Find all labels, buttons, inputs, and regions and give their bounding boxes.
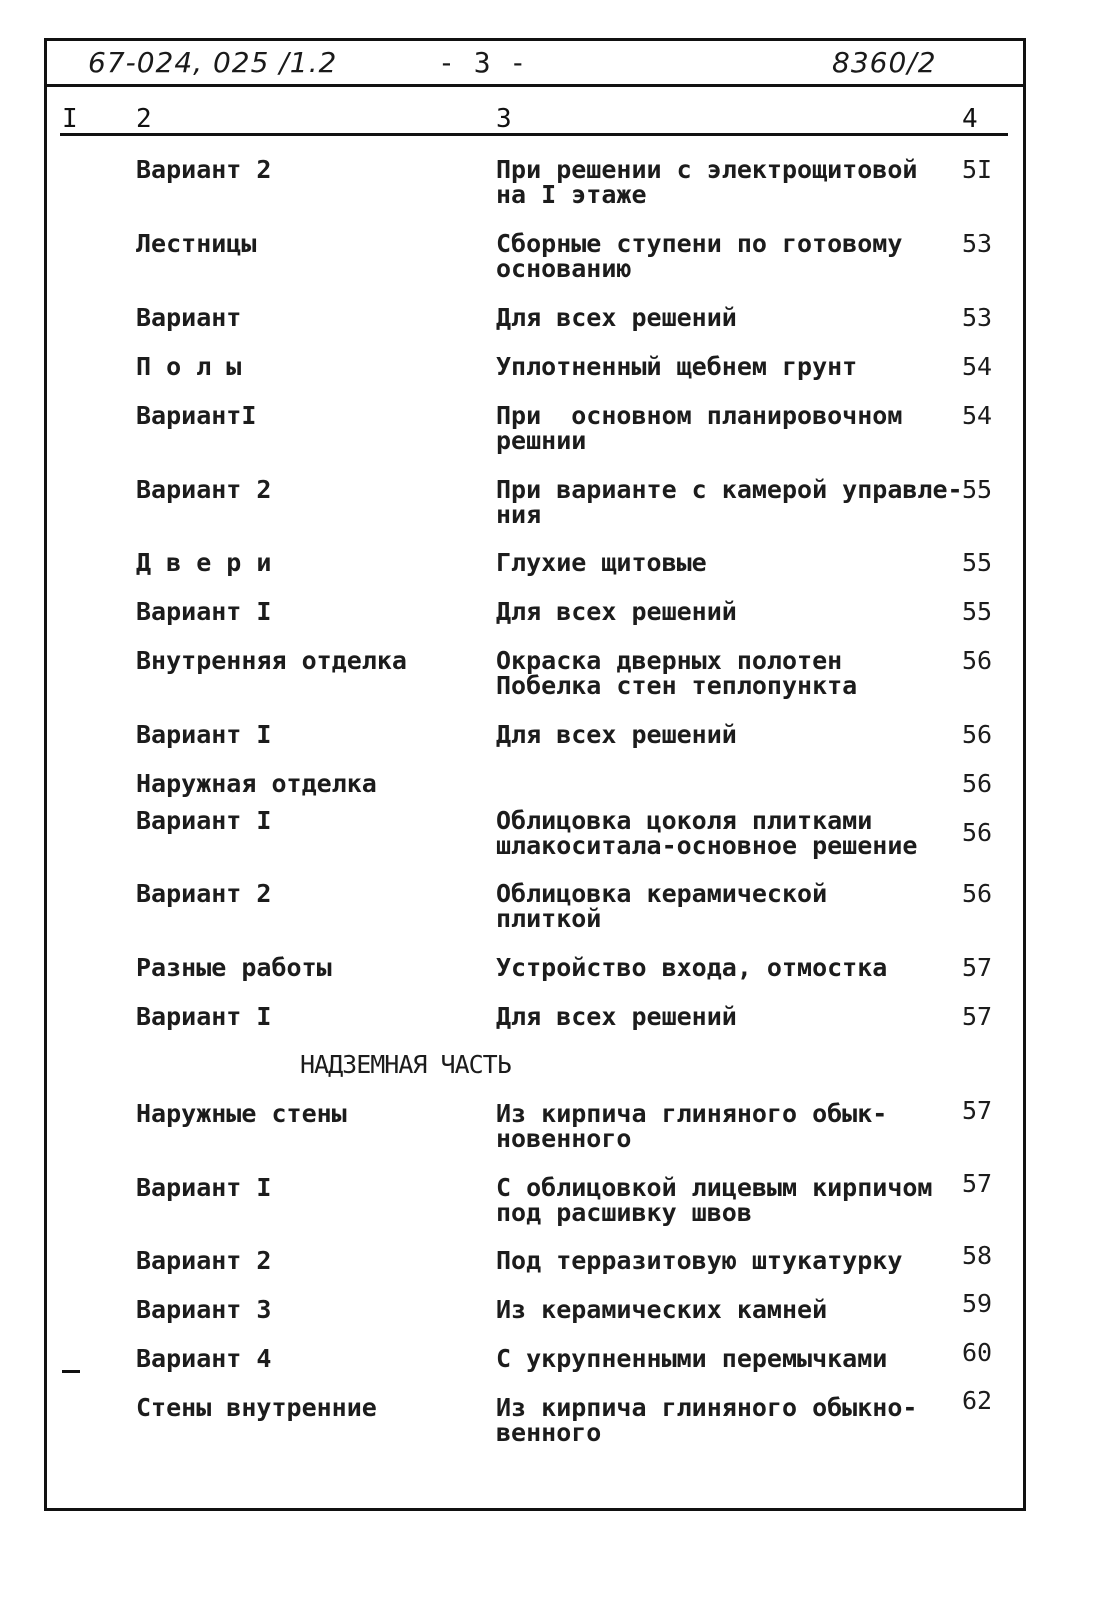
row-desc: Глухие щитовые — [496, 548, 707, 577]
row-page: 53 — [962, 303, 993, 332]
row-desc: Для всех решений — [496, 720, 737, 749]
row-desc: Сборные ступени по готовому — [496, 229, 903, 258]
row-name: Вариант 2 — [136, 879, 272, 908]
row-desc: Облицовка цоколя плитками — [496, 806, 873, 835]
column-number-1: I — [62, 104, 78, 134]
row-page: 54 — [962, 352, 993, 381]
row-desc: При решении с электрощитовой — [496, 155, 918, 184]
row-page: 54 — [962, 401, 993, 430]
row-page: 53 — [962, 229, 993, 258]
row-name: Вариант 3 — [136, 1295, 272, 1324]
row-page: 57 — [962, 1096, 993, 1125]
row-name: П о л ы — [136, 352, 242, 381]
row-desc: Облицовка керамической — [496, 879, 828, 908]
row-page: 56 — [962, 879, 993, 908]
row-page: 56 — [962, 769, 993, 798]
row-page: 56 — [962, 720, 993, 749]
row-desc: Из кирпича глиняного обыкно- — [496, 1393, 918, 1422]
column-number-4: 4 — [962, 104, 978, 134]
section-title: НАДЗЕМНАЯ ЧАСТЬ — [300, 1050, 511, 1079]
row-desc: Устройство входа, отмостка — [496, 953, 888, 982]
column-number-3: 3 — [496, 104, 512, 134]
row-page: 55 — [962, 548, 993, 577]
row-desc: Для всех решений — [496, 303, 737, 332]
row-name: Вариант 4 — [136, 1344, 272, 1373]
row-desc: Уплотненный щебнем грунт — [496, 352, 858, 381]
row-name: Вариант 2 — [136, 155, 272, 184]
row-desc: плиткой — [496, 904, 602, 933]
row-desc: венного — [496, 1418, 602, 1447]
margin-dash — [62, 1370, 80, 1373]
row-page: 58 — [962, 1241, 993, 1270]
row-name: Внутренняя отделка — [136, 646, 407, 675]
row-desc: решнии — [496, 426, 587, 455]
row-desc: Окраска дверных полотен — [496, 646, 843, 675]
header-divider — [44, 84, 1026, 87]
row-desc: Для всех решений — [496, 1002, 737, 1031]
row-name: Вариант 2 — [136, 475, 272, 504]
row-page: 60 — [962, 1338, 993, 1367]
row-name: Вариант — [136, 303, 242, 332]
row-name: Наружная отделка — [136, 769, 377, 798]
row-page: 59 — [962, 1289, 993, 1318]
row-name: Вариант I — [136, 597, 272, 626]
row-name: Вариант I — [136, 1002, 272, 1031]
row-desc: на I этаже — [496, 180, 647, 209]
row-desc: Побелка стен теплопункта — [496, 671, 858, 700]
row-desc: Из кирпича глиняного обык- — [496, 1099, 888, 1128]
row-name: Лестницы — [136, 229, 257, 258]
row-page: 55 — [962, 597, 993, 626]
row-desc: шлакоситала-основное решение — [496, 831, 918, 860]
row-name: Вариант I — [136, 1173, 272, 1202]
column-number-2: 2 — [136, 104, 152, 134]
row-desc: С облицовкой лицевым кирпичом — [496, 1173, 933, 1202]
row-name: Вариант I — [136, 806, 272, 835]
row-desc: Из керамических камней — [496, 1295, 828, 1324]
row-page: 57 — [962, 1169, 993, 1198]
column-header-rule — [60, 133, 1008, 136]
row-desc: При основном планировочном — [496, 401, 903, 430]
row-desc: под расшивку швов — [496, 1198, 752, 1227]
row-name: Стены внутренние — [136, 1393, 377, 1422]
row-desc: ния — [496, 500, 542, 529]
row-page: 57 — [962, 953, 993, 982]
row-name: Вариант I — [136, 720, 272, 749]
row-name: Вариант 2 — [136, 1246, 272, 1275]
row-desc: Под терразитовую штукатурку — [496, 1246, 903, 1275]
row-name: Наружные стены — [136, 1099, 347, 1128]
row-name: Д в е р и — [136, 548, 272, 577]
row-page: 56 — [962, 646, 993, 675]
row-page: 62 — [962, 1386, 993, 1415]
row-page: 5I — [962, 155, 993, 184]
row-desc: Для всех решений — [496, 597, 737, 626]
document-code: 67-024, 025 /1.2 — [88, 46, 338, 79]
row-page: 56 — [962, 818, 993, 847]
row-desc: С укрупненными перемычками — [496, 1344, 888, 1373]
row-name: Разные работы — [136, 953, 332, 982]
row-page: 57 — [962, 1002, 993, 1031]
row-name: ВариантI — [136, 401, 257, 430]
row-desc: основанию — [496, 254, 632, 283]
row-desc: новенного — [496, 1124, 632, 1153]
page-number: - 3 - — [438, 46, 528, 79]
archive-number: 8360/2 — [832, 46, 937, 79]
row-page: 55 — [962, 475, 993, 504]
row-desc: При варианте с камерой управле- — [496, 475, 963, 504]
